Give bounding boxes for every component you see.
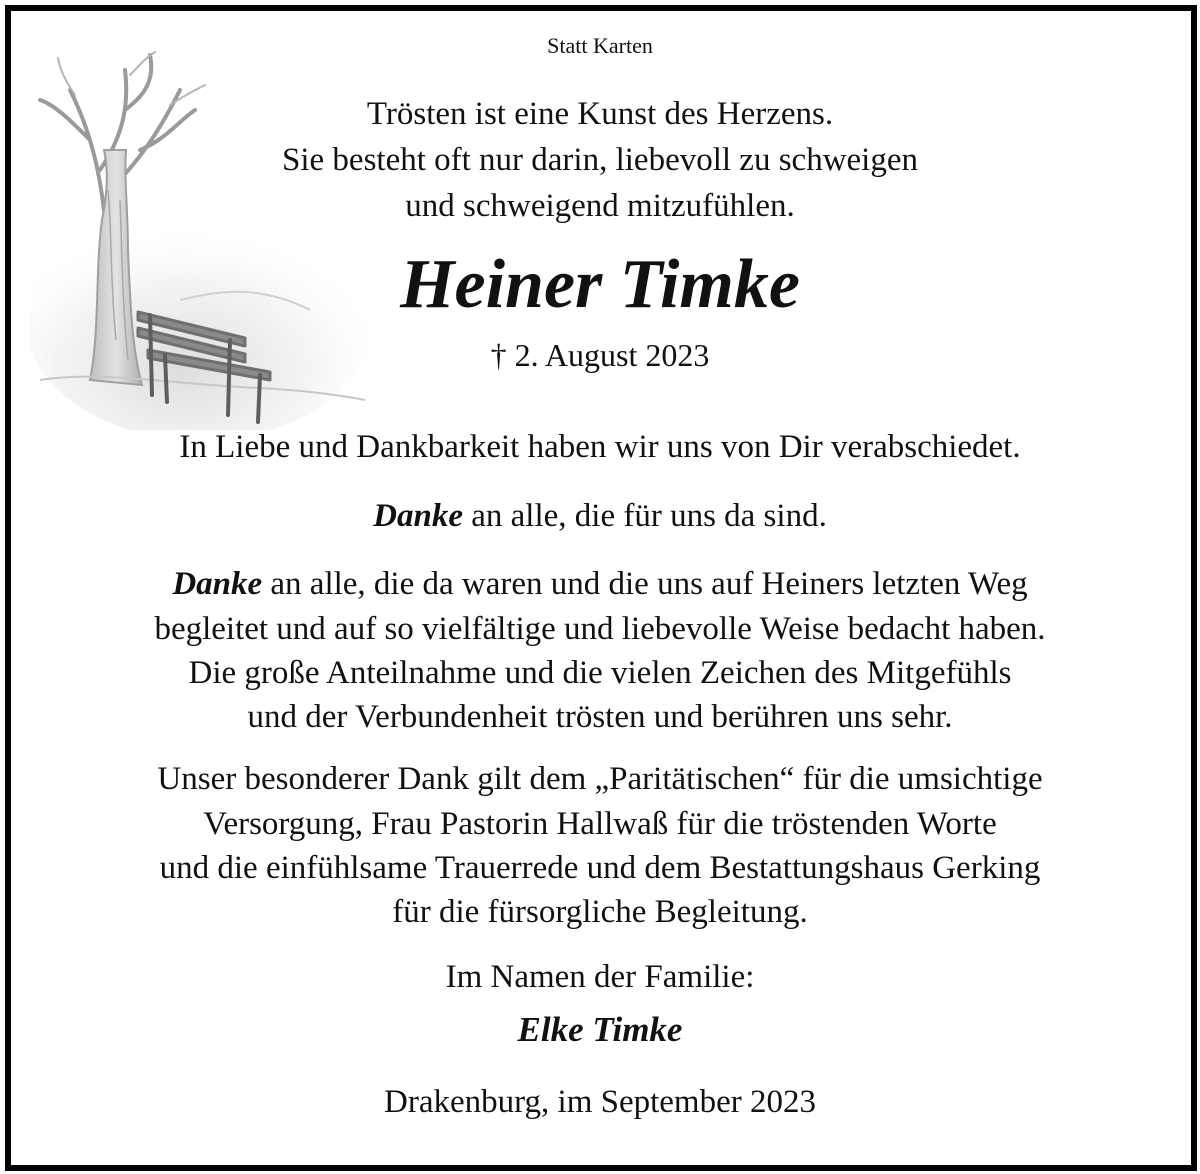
quote-line-1: Trösten ist eine Kunst des Herzens. — [366, 96, 834, 132]
thanks-emphasis: Danke — [373, 498, 463, 534]
signer-name: Elke Timke — [517, 1010, 683, 1049]
death-date: † 2. August 2023 — [490, 337, 710, 373]
thanks-2-line-1 — [0, 562, 1200, 606]
thanks-rest: an alle, die für uns da sind. — [463, 498, 827, 534]
place-date: Drakenburg, im September 2023 — [384, 1084, 816, 1120]
family-intro: Im Namen der Familie: — [445, 959, 755, 995]
thanks-2-rest: an alle, die da waren und die uns auf Heiners letzten Weg — [262, 566, 1028, 602]
thanks-2-line-2: begleitet und auf so vielfältige und liebevolle Weise bedacht haben. — [154, 611, 1046, 647]
thanks-2-line-3: Die große Anteilnahme und die vielen Zeichen des Mitgefühls — [188, 655, 1012, 691]
special-thanks-line-4: für die fürsorgliche Begleitung. — [392, 894, 808, 930]
quote-line-2: Sie besteht oft nur darin, liebevoll zu schweigen — [282, 142, 918, 178]
quote-line-3: und schweigend mitzufühlen. — [405, 188, 795, 224]
statt-karten-label: Statt Karten — [547, 33, 653, 58]
farewell-text: In Liebe und Dankbarkeit haben wir uns von Dir verabschiedet. — [179, 429, 1021, 465]
special-thanks-line-3: und die einfühlsame Trauerrede und dem Bestattungshaus Gerking — [159, 850, 1041, 886]
thanks-2-emphasis: Danke — [172, 566, 263, 602]
thanks-line-1 — [0, 494, 1200, 538]
deceased-name: Heiner Timke — [400, 246, 800, 323]
special-thanks-line-2: Versorgung, Frau Pastorin Hallwaß für die tröstenden Worte — [203, 806, 997, 842]
special-thanks-line-1: Unser besonderer Dank gilt dem „Paritätischen“ für die umsichtige — [157, 761, 1043, 797]
thanks-2-line-4: und der Verbundenheit trösten und berühren uns sehr. — [247, 699, 953, 735]
